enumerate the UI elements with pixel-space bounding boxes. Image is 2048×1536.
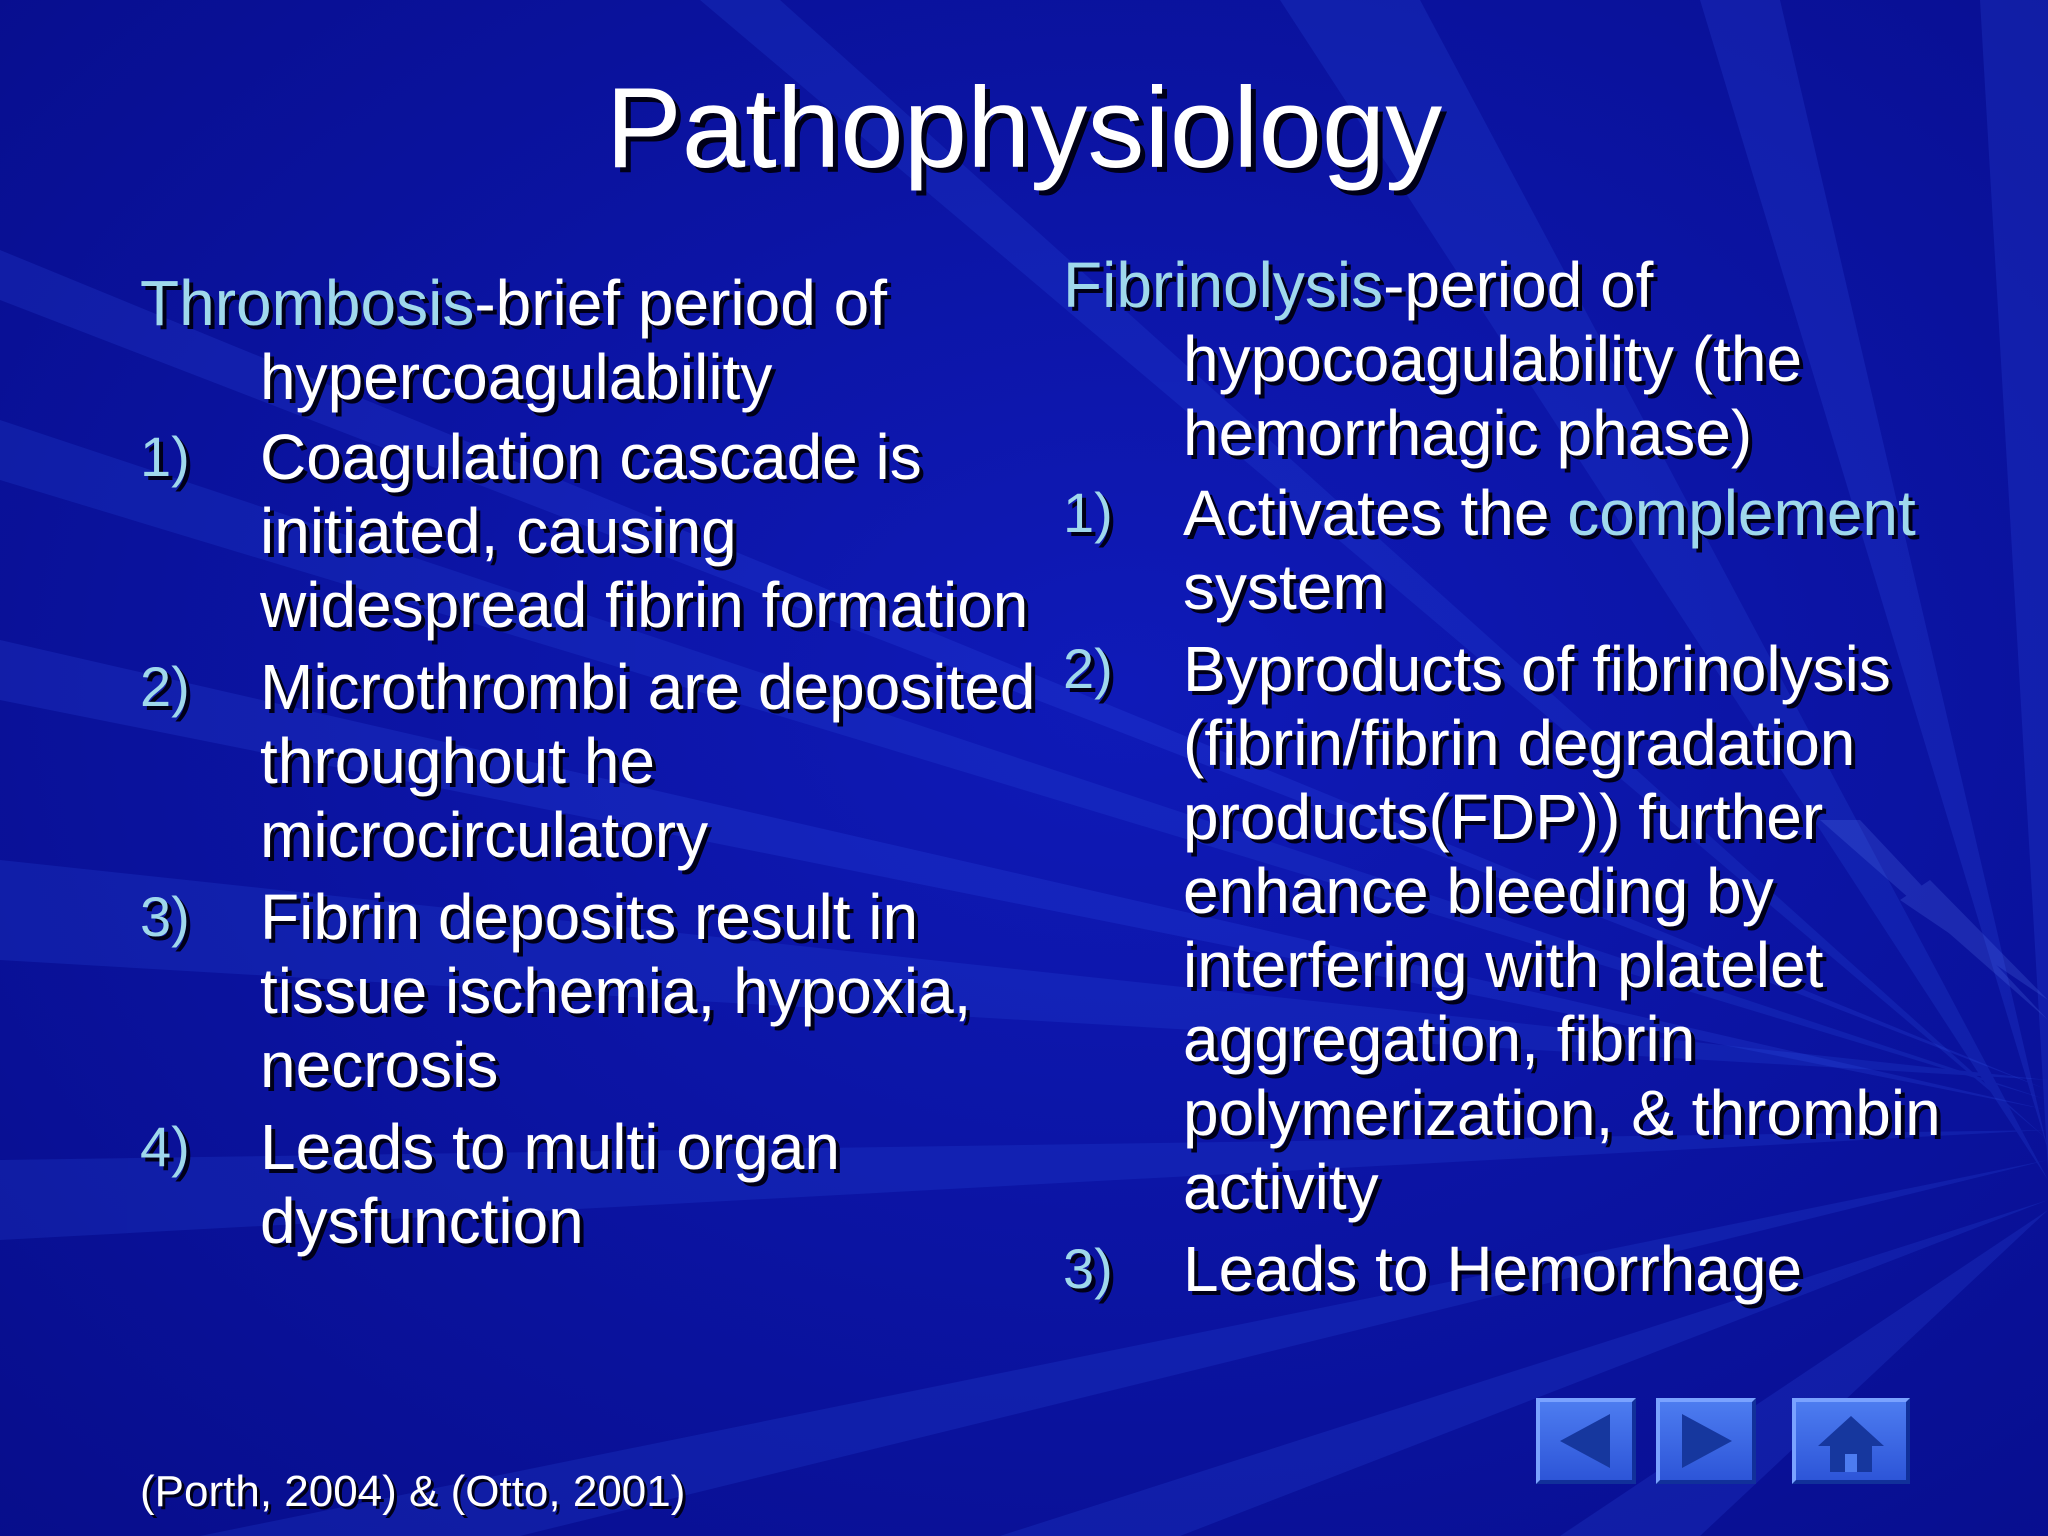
citation: (Porth, 2004) & (Otto, 2001) <box>140 1467 686 1516</box>
next-slide-button[interactable] <box>1656 1398 1756 1484</box>
item-number: 1) <box>140 425 190 488</box>
fibrinolysis-term: Fibrinolysis <box>1063 249 1384 321</box>
fibrinolysis-heading <box>1063 248 2023 470</box>
complement-term: complement <box>1567 477 1916 549</box>
item-number: 3) <box>1063 1237 1113 1300</box>
item-text: Leads to multi organ dysfunction <box>260 1111 840 1257</box>
home-button[interactable] <box>1792 1398 1910 1484</box>
item-text: Leads to Hemorrhage <box>1183 1233 1803 1305</box>
slide-title: Pathophysiology <box>605 65 1443 192</box>
arrow-left-icon <box>1540 1402 1632 1480</box>
right-column <box>1063 248 2023 1314</box>
list-item <box>1063 632 2023 1224</box>
arrow-right-icon <box>1660 1402 1752 1480</box>
item-text: Byproducts of fibrinolysis (fibrin/fibrin degradation products(FDP)) further enhance bleeding by interfering with platelet aggregation, fibrin polymerization, & thrombin activity <box>1183 633 1941 1223</box>
fibrinolysis-description: -period of hypocoagulability (the hemorrhagic phase) <box>1183 249 1803 469</box>
item-text: Microthrombi are deposited throughout he microcirculatory <box>260 651 1036 871</box>
home-icon <box>1796 1402 1906 1480</box>
item-text: Fibrin deposits result in tissue ischemia, hypoxia, necrosis <box>260 881 972 1101</box>
list-item <box>140 650 1040 872</box>
thrombosis-term: Thrombosis <box>140 267 475 339</box>
list-item <box>140 880 1040 1102</box>
item-number: 1) <box>1063 481 1113 544</box>
item-number: 4) <box>140 1115 190 1178</box>
list-item <box>1063 1232 2023 1306</box>
item-text-after: system <box>1183 551 1386 623</box>
thrombosis-description: -brief period of hypercoagulability <box>260 267 887 413</box>
list-item <box>1063 476 2023 624</box>
item-text: Coagulation cascade is initiated, causing widespread fibrin formation <box>260 421 1029 641</box>
item-number: 3) <box>140 885 190 948</box>
item-number: 2) <box>1063 637 1113 700</box>
item-text-before: Activates the <box>1183 477 1568 549</box>
left-column <box>140 266 1040 1266</box>
list-item <box>140 420 1040 642</box>
previous-slide-button[interactable] <box>1536 1398 1636 1484</box>
list-item <box>140 1110 1040 1258</box>
thrombosis-heading <box>140 266 1040 414</box>
item-number: 2) <box>140 655 190 718</box>
item-text <box>1183 477 1916 623</box>
